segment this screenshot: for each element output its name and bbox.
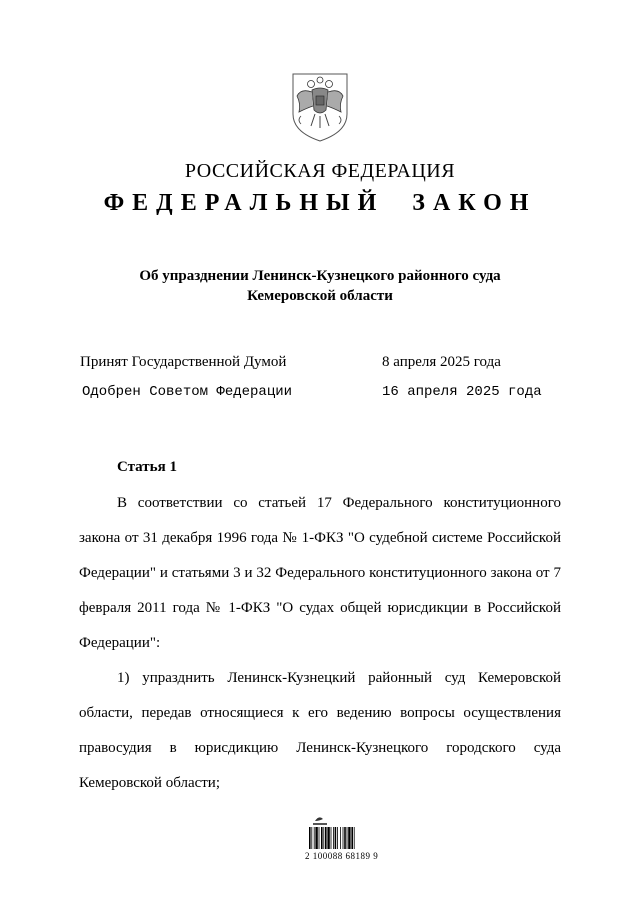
article-heading: Статья 1 bbox=[117, 459, 177, 475]
article-body bbox=[79, 486, 561, 801]
coat-of-arms-icon bbox=[289, 70, 351, 144]
document-type: ФЕДЕРАЛЬНЫЙ ЗАКОН bbox=[103, 190, 537, 216]
law-title bbox=[0, 266, 640, 306]
country-name: РОССИЙСКАЯ ФЕДЕРАЦИЯ bbox=[184, 160, 456, 182]
article-paragraph-1: В соответствии со статьей 17 Федерального конституционного закона от 31 декабря 1996 года № 1-ФКЗ "О судебной системе Российской Федерации" и статьями 3 и 32 Федерального конституционного закона от 7 февраля 2011 года № 1-ФКЗ "О судах общей юрисдикции в Российской Федерации": bbox=[79, 495, 561, 651]
barcode-number: 2 100088 68189 9 bbox=[305, 851, 379, 861]
duma-adoption-date: 8 апреля 2025 года bbox=[382, 354, 501, 370]
law-title-line-1: Об упразднении Ленинск-Кузнецкого районного суда bbox=[139, 268, 501, 284]
article-paragraph-2: 1) упразднить Ленинск-Кузнецкий районный суд Кемеровской области, передав относящиеся к его ведению вопросы осуществления правосудия в юрисдикцию Ленинск-Кузнецкого городского суда Кемеровской области; bbox=[79, 670, 561, 791]
council-approval-date: 16 апреля 2025 года bbox=[382, 384, 542, 400]
law-title-line-2: Кемеровской области bbox=[247, 288, 393, 304]
duma-adoption-label: Принят Государственной Думой bbox=[80, 354, 287, 370]
council-approval-label: Одобрен Советом Федерации bbox=[82, 384, 293, 400]
